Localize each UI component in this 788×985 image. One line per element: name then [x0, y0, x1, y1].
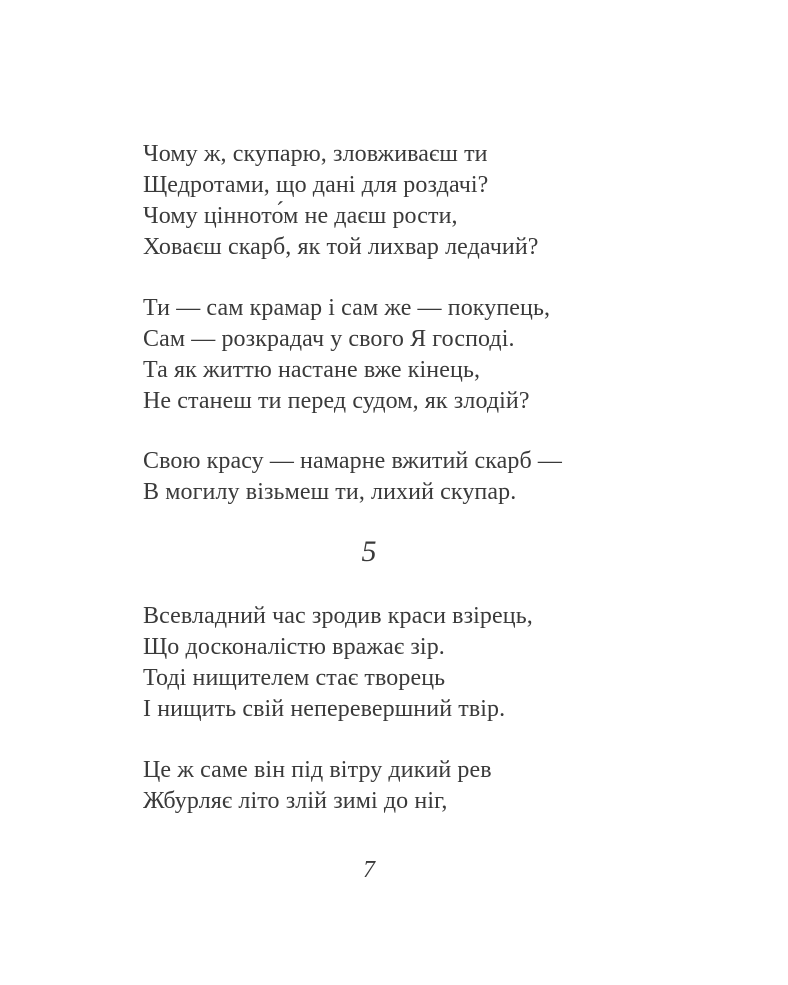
poem-line: В могилу візьмеш ти, лихий скупар. [143, 479, 517, 505]
poem-line: Це ж саме він під вітру дикий рев [143, 757, 492, 783]
poem-line: І нищить свій неперевершний твір. [143, 696, 506, 722]
sonnet-number: 5 [361, 535, 377, 568]
poem-line: Чому ж, скупарю, зловживаєш ти [143, 141, 488, 167]
poem-line: Тоді нищителем стає творець [143, 665, 446, 691]
poem-line: Що досконалістю вражає зір. [143, 634, 445, 660]
poem-line: Всевладний час зродив краси взірець, [143, 603, 533, 629]
poem-line: Свою красу — намарне вжитий скарб — [143, 448, 562, 474]
poem-line: Не станеш ти перед судом, як злодій? [143, 388, 530, 414]
poem-line: Ховаєш скарб, як той лихвар ледачий? [143, 234, 539, 260]
poem-line: Та як життю настане вже кінець, [143, 357, 481, 383]
poem-line: Жбурляє літо злій зимі до ніг, [143, 788, 448, 814]
poem-line: Ти — сам крамар і сам же — покупець, [143, 295, 551, 321]
page-number: 7 [363, 857, 375, 883]
poem-line: Чому цінното́м не даєш рости, [143, 203, 458, 229]
poem-line: Щедротами, що дані для роздачі? [143, 172, 489, 198]
poem-line: Сам — розкрадач у свого Я господі. [143, 326, 515, 352]
